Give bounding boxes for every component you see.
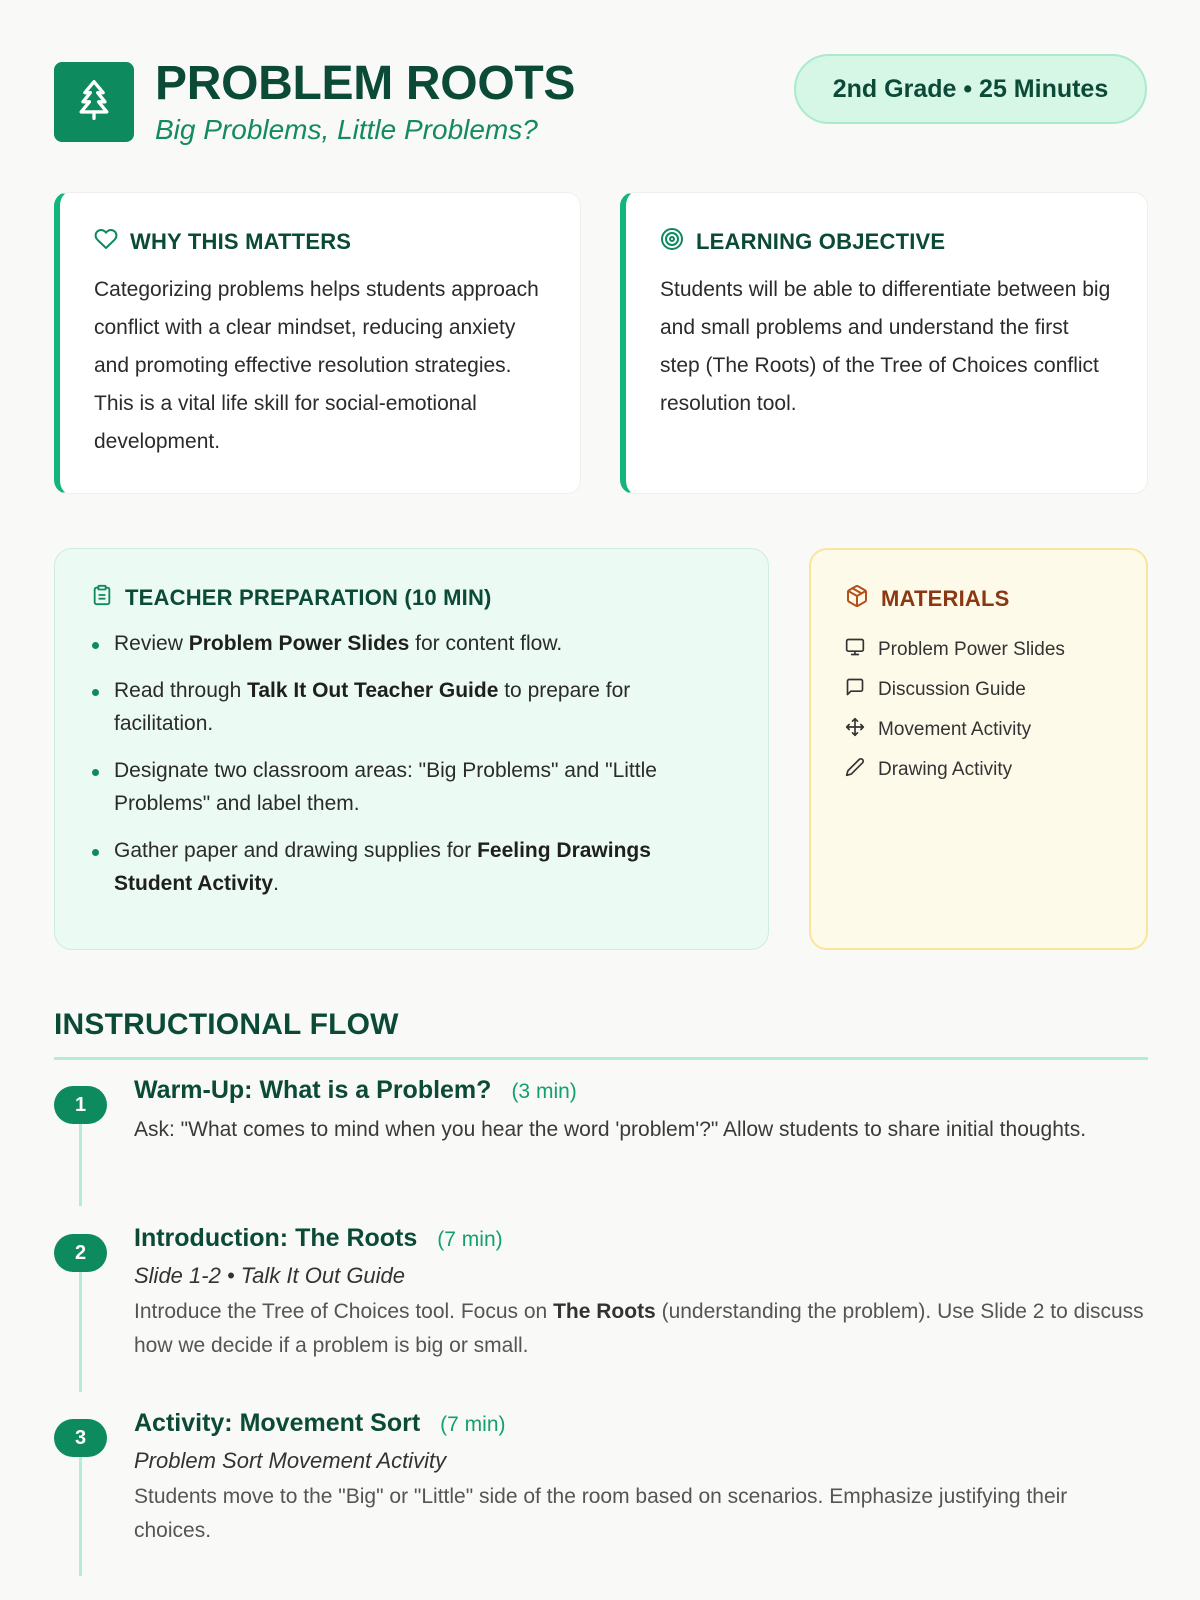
step-description-text: (understanding the problem). Use Slide 2 to discuss how we decide if a problem is big or small. [134,1300,1144,1357]
why-text: Categorizing problems helps students approach conflict with a clear mindset, reducing anxiety and promoting effective resolution strategies. This is a vital life skill for social-emotional development. [94,278,539,453]
bullet-dot [92,769,99,776]
step-description [134,1480,1148,1548]
chat-bubble-icon [845,677,865,703]
prep-text: Designate two classroom areas: "Big Problems" and "Little Problems" and label them. [114,759,657,815]
divider [54,1057,1148,1060]
timeline-connector [79,1120,82,1206]
materials-panel [809,548,1148,950]
monitor-icon [845,637,865,663]
prep-list-item [91,754,734,820]
clipboard-icon [91,583,113,613]
prep-heading: TEACHER PREPARATION (10 MIN) [125,585,492,610]
step-body [134,1076,1148,1147]
learning-objective-card [620,192,1148,494]
prep-heading-row [91,583,734,613]
step-resource: Slide 1-2 • Talk It Out Guide [134,1263,406,1288]
prep-text: Review [114,632,189,655]
why-heading: WHY THIS MATTERS [130,229,352,254]
materials-heading-row [845,584,1116,614]
prep-list-item [91,627,734,660]
prep-text: to prepare for facilitation. [114,679,631,735]
box-icon [845,584,869,614]
step-description-text: Ask: "What comes to mind when you hear the word 'problem'?" Allow students to share initial thoughts. [134,1118,1087,1141]
prep-bold-text: Talk It Out Teacher Guide [247,679,499,702]
step-title-row [134,1224,1148,1253]
prep-list [91,627,734,900]
bullet-dot [92,849,99,856]
step-description-text: Introduce the Tree of Choices tool. Focus on [134,1300,554,1323]
prep-bold-text: Feeling Drawings Student Activity [114,839,651,895]
step-title: Introduction: The Roots [134,1224,418,1252]
step-title: Activity: Movement Sort [134,1409,421,1437]
materials-heading: MATERIALS [881,586,1010,611]
prep-text: Read through [114,679,248,702]
logo [54,62,134,142]
material-item [845,630,1116,670]
step-number-badge: 2 [54,1234,107,1272]
bullet-dot [92,642,99,649]
prep-text: Gather paper and drawing supplies for [114,839,478,862]
prep-text: for content flow. [409,632,563,655]
step-description-bold: The Roots [553,1300,656,1323]
step-description [134,1113,1148,1147]
material-item [845,670,1116,710]
objective-heading-row [660,227,1113,257]
page-title: PROBLEM ROOTS [155,57,576,110]
step-body [134,1409,1148,1548]
target-icon [660,227,684,257]
step-title-row [134,1076,1148,1105]
tree-icon [72,77,116,128]
step-title-row [134,1409,1148,1438]
page-subtitle: Big Problems, Little Problems? [155,114,538,145]
materials-list [845,630,1116,790]
material-item [845,710,1116,750]
step-description-text: Students move to the "Big" or "Little" side of the room based on scenarios. Emphasize justifying their choices. [134,1485,1068,1542]
step-body [134,1224,1148,1363]
instructional-flow-heading: INSTRUCTIONAL FLOW [54,1008,399,1041]
step-duration: (7 min) [437,1228,503,1251]
timeline-connector [79,1268,82,1392]
prep-text: . [273,872,279,895]
prep-bold-text: Problem Power Slides [188,632,410,655]
step-resource: Problem Sort Movement Activity [134,1448,447,1473]
header [54,58,1147,158]
timeline-connector [79,1452,82,1576]
step-number-badge: 1 [54,1086,107,1124]
step-title: Warm-Up: What is a Problem? [134,1076,492,1104]
bullet-dot [92,689,99,696]
prep-list-item [91,834,734,900]
material-label: Problem Power Slides [878,639,1065,660]
step-number-badge: 3 [54,1419,107,1457]
why-heading-row [94,227,546,257]
objective-text: Students will be able to differentiate between big and small problems and understand the first step (The Roots) of the Tree of Choices conflict resolution tool. [660,278,1111,415]
move-arrows-icon [845,717,865,743]
material-label: Drawing Activity [878,759,1013,780]
teacher-preparation-panel [54,548,769,950]
objective-heading: LEARNING OBJECTIVE [696,229,946,254]
why-this-matters-card [54,192,581,494]
step-duration: (3 min) [511,1080,577,1103]
heart-icon [94,227,118,257]
pencil-icon [845,757,865,783]
prep-list-item [91,674,734,740]
material-label: Movement Activity [878,719,1032,740]
step-duration: (7 min) [440,1413,506,1436]
material-item [845,750,1116,790]
grade-duration-badge: 2nd Grade • 25 Minutes [794,54,1147,124]
material-label: Discussion Guide [878,679,1026,700]
step-description [134,1295,1148,1363]
